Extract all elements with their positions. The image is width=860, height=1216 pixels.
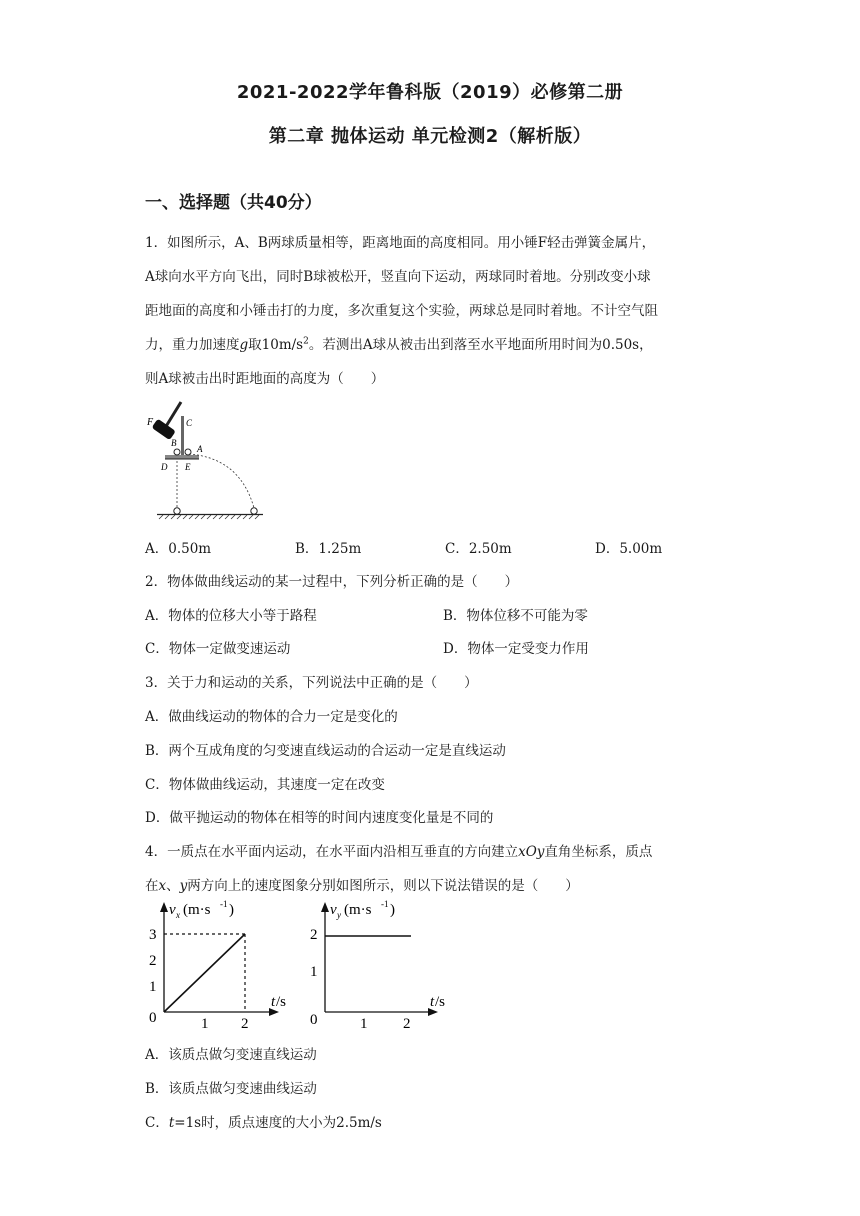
ball-a-landed — [251, 508, 257, 514]
vx-label-unit-sup: -1 — [220, 899, 228, 909]
vy-tick-1: 1 — [310, 964, 318, 980]
q4-option-a: A．该质点做匀变速直线运动 — [145, 1047, 317, 1063]
q1-line-4-b: 取10m/s — [248, 337, 304, 353]
vy-tick-2: 2 — [310, 927, 318, 943]
q1-line-5: 则A球被击出时距地面的高度为（ ） — [145, 371, 385, 387]
q1-line-1: 1．如图所示，A、B两球质量相等，距离地面的高度相同。用小锤F轻击弹簧金属片， — [145, 235, 656, 251]
vy-label-unit-sup: -1 — [381, 899, 389, 909]
vx-origin: 0 — [149, 1010, 157, 1026]
q2-option-c: C．物体一定做变速运动 — [145, 641, 291, 657]
q1-option-c: C．2.50m — [445, 541, 512, 557]
parabolic-path — [189, 454, 254, 508]
q3-option-b: B．两个互成角度的匀变速直线运动的合运动一定是直线运动 — [145, 743, 506, 759]
label-a: A — [197, 444, 203, 454]
vx-tick-2: 2 — [149, 953, 157, 969]
vx-series-line — [164, 934, 245, 1012]
q1-line-4-sup: 2 — [303, 336, 309, 347]
q3-option-c: C．物体做曲线运动，其速度一定在改变 — [145, 777, 385, 793]
q2-stem: 2．物体做曲线运动的某一过程中，下列分析正确的是（ ） — [145, 574, 519, 590]
q4-option-c-t: t — [168, 1115, 175, 1131]
q1-line-3: 距地面的高度和小锤击打的力度，多次重复这个实验，两球总是同时着地。不计空气阻 — [145, 303, 658, 319]
title-line-2: 第二章 抛体运动 单元检测2（解析版） — [268, 126, 592, 147]
q1-option-b: B．1.25m — [295, 541, 362, 557]
q1-line-4 — [145, 333, 653, 353]
q4-option-c-b: =1s时，质点速度的大小为2.5m/s — [174, 1115, 382, 1131]
vx-series — [164, 934, 245, 1012]
vy-xtick-1: 1 — [360, 1016, 368, 1032]
vx-label-unit: (m·s — [183, 902, 211, 918]
q1-line-4-a: 力，重力加速度 — [145, 337, 240, 353]
vx-label-unit-end: ) — [229, 902, 234, 918]
q1-var-g: g — [239, 337, 249, 353]
q3-stem: 3．关于力和运动的关系，下列说法中正确的是（ ） — [145, 675, 478, 691]
vx-label-sub: x — [176, 910, 180, 920]
vx-tick-1: 1 — [149, 979, 157, 995]
hammer-head — [152, 419, 176, 441]
q1-apparatus-figure — [145, 398, 265, 523]
q4-line-1-a: 4．一质点在水平面内运动，在水平面内沿相互垂直的方向建立 — [145, 844, 519, 860]
q4-line-2-a: 在 — [145, 878, 159, 894]
vy-xtick-2: 2 — [403, 1016, 411, 1032]
q4-line-1 — [145, 840, 652, 860]
label-b: B — [171, 438, 177, 448]
q4-line-2 — [145, 874, 579, 894]
section-heading: 一、选择题（共40分） — [145, 193, 322, 213]
label-e: E — [185, 462, 191, 472]
vy-label-v: v — [330, 902, 337, 918]
q4-line-1-b: 直角坐标系，质点 — [544, 844, 653, 860]
hammer-handle — [165, 402, 181, 428]
vy-t-graph — [310, 900, 460, 1032]
q1-line-2: A球向水平方向飞出，同时B球被松开，竖直向下运动，两球同时着地。分别改变小球 — [145, 269, 651, 285]
q4-line-2-b: 两方向上的速度图象分别如图所示，则以下说法错误的是（ ） — [187, 878, 579, 894]
q1-option-a: A．0.50m — [145, 541, 212, 557]
vy-t-label: t — [430, 994, 435, 1010]
vy-origin: 0 — [310, 1012, 318, 1028]
q2-option-a: A．物体的位移大小等于路程 — [145, 608, 317, 624]
title-line-1: 2021-2022学年鲁科版（2019）必修第二册 — [236, 82, 624, 103]
q4-option-b: B．该质点做匀变速曲线运动 — [145, 1081, 317, 1097]
vx-label-v: v — [169, 902, 176, 918]
vx-xtick-2: 2 — [241, 1016, 249, 1032]
q4-var-y: y — [179, 878, 188, 894]
q4-option-c — [145, 1111, 382, 1131]
q1-line-4-c: 。若测出A球从被击出到落至水平地面所用时间为0.50s， — [308, 337, 653, 353]
ball-b-landed — [174, 508, 180, 514]
vy-label-unit: (m·s — [344, 902, 372, 918]
q2-option-d: D．物体一定受变力作用 — [443, 641, 589, 657]
q1-option-d: D．5.00m — [595, 541, 663, 557]
q4-var-x: x — [158, 878, 167, 894]
vy-label-unit-end: ) — [390, 902, 395, 918]
vy-label-sub: y — [337, 910, 341, 920]
ball-b — [174, 449, 180, 455]
vx-t-label: t — [271, 994, 276, 1010]
q4-var-xoy: xOy — [518, 844, 545, 860]
vy-y-arrow — [321, 902, 329, 912]
vy-t-unit: /s — [435, 994, 446, 1010]
vx-t-graph — [145, 900, 295, 1032]
platform-plate — [165, 455, 199, 459]
q4-option-c-a: C． — [145, 1115, 169, 1131]
label-c: C — [186, 418, 193, 428]
ground-hatching — [159, 515, 259, 519]
vx-tick-3: 3 — [149, 927, 157, 943]
q3-option-a: A．做曲线运动的物体的合力一定是变化的 — [145, 709, 398, 725]
vx-t-unit: /s — [276, 994, 287, 1010]
vx-y-arrow — [160, 902, 168, 912]
label-d: D — [161, 462, 168, 472]
label-f: F — [147, 417, 154, 428]
vx-xtick-1: 1 — [201, 1016, 209, 1032]
q4-line-2-sep: 、 — [166, 878, 180, 894]
q3-option-d: D．做平抛运动的物体在相等的时间内速度变化量是不同的 — [145, 810, 494, 826]
q2-option-b: B．物体位移不可能为零 — [443, 608, 588, 624]
spring-strip — [181, 416, 184, 456]
